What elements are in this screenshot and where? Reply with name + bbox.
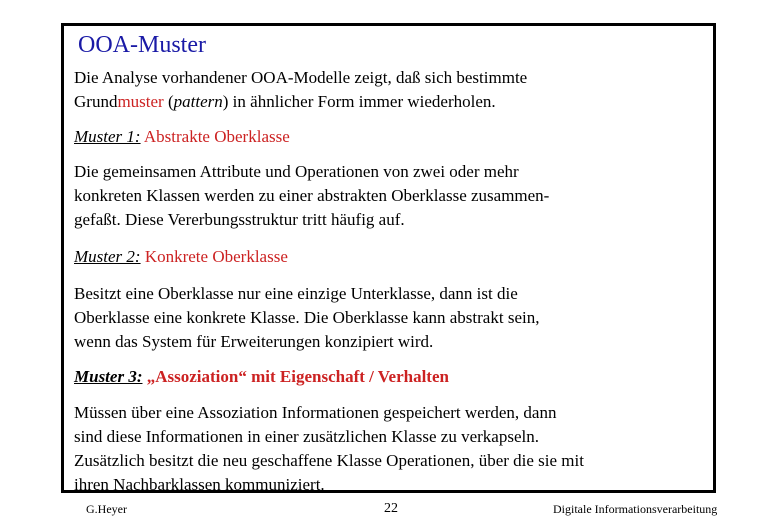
muster1-line: gefaßt. Diese Vererbungsstruktur tritt häufig auf. [74,210,405,229]
muster1-paragraph [74,160,714,232]
intro-line-2 [74,90,714,114]
muster2-line: Besitzt eine Oberklasse nur eine einzige Unterklasse, dann ist die [74,284,518,303]
muster3-line: ihren Nachbarklassen kommuniziert. [74,475,325,494]
intro-text: Grund [74,92,118,111]
muster3-line: Müssen über eine Assoziation Informationen gespeichert werden, dann [74,403,557,422]
muster1-title: Abstrakte Oberklasse [140,127,290,146]
muster3-title: „Assoziation“ mit Eigenschaft / Verhalten [142,367,449,386]
muster2-label: Muster 2: [74,247,141,266]
muster2-heading [74,247,288,267]
intro-line-1: Die Analyse vorhandener OOA-Modelle zeigt, daß sich bestimmte [74,68,528,87]
muster2-paragraph [74,282,714,354]
muster2-title: Konkrete Oberklasse [140,247,288,266]
intro-italic: pattern [173,92,223,111]
muster1-label: Muster 1: [74,127,141,146]
muster1-line: konkreten Klassen werden zu einer abstrakten Oberklasse zusammen- [74,186,550,205]
slide-title: OOA-Muster [78,32,206,58]
muster3-label: Muster 3: [74,367,143,386]
intro-text: ( [163,92,174,111]
footer-author: G.Heyer [86,502,127,516]
muster1-line: Die gemeinsamen Attribute und Operationen von zwei oder mehr [74,162,519,181]
footer-course: Digitale Informationsverarbeitung [553,502,718,516]
muster3-paragraph [74,401,714,497]
muster2-line: wenn das System für Erweiterungen konzipiert wird. [74,332,434,351]
footer-page-number: 22 [384,501,398,516]
intro-paragraph [74,66,714,114]
intro-text: ) in ähnlicher Form immer wiederholen. [222,92,496,111]
muster3-line: sind diese Informationen in einer zusätzlichen Klasse zu verkapseln. [74,427,539,446]
muster3-line: Zusätzlich besitzt die neu geschaffene Klasse Operationen, über die sie mit [74,451,584,470]
muster2-line: Oberklasse eine konkrete Klasse. Die Oberklasse kann abstrakt sein, [74,308,540,327]
intro-highlight: muster [117,92,164,111]
muster1-heading [74,127,290,147]
muster3-heading [74,367,449,387]
